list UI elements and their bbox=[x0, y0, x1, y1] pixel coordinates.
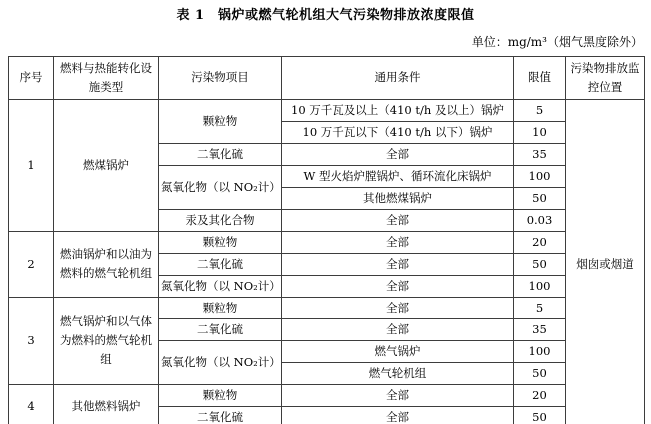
header-facility: 燃料与热能转化设施类型 bbox=[54, 56, 159, 99]
limit-value: 10 bbox=[514, 121, 566, 143]
condition-cell: 燃气锅炉 bbox=[282, 341, 514, 363]
facility-type: 燃煤锅炉 bbox=[54, 99, 159, 231]
limit-value: 100 bbox=[514, 275, 566, 297]
condition-cell: 全部 bbox=[282, 143, 514, 165]
table-row bbox=[9, 231, 645, 253]
limit-value: 50 bbox=[514, 363, 566, 385]
facility-type: 燃油锅炉和以油为燃料的燃气轮机组 bbox=[54, 231, 159, 297]
group-no: 1 bbox=[9, 99, 54, 231]
limit-value: 100 bbox=[514, 165, 566, 187]
limit-value: 50 bbox=[514, 187, 566, 209]
limit-value: 20 bbox=[514, 385, 566, 407]
condition-cell: 全部 bbox=[282, 231, 514, 253]
group-no: 2 bbox=[9, 231, 54, 297]
unit-note: 单位：mg/m³（烟气黑度除外） bbox=[471, 34, 643, 49]
limit-value: 20 bbox=[514, 231, 566, 253]
limit-value: 5 bbox=[514, 297, 566, 319]
facility-type: 其他燃料锅炉 bbox=[54, 385, 159, 424]
condition-cell: 全部 bbox=[282, 297, 514, 319]
condition-cell: 10 万千瓦及以上（410 t/h 及以上）锅炉 bbox=[282, 99, 514, 121]
header-condition: 通用条件 bbox=[282, 56, 514, 99]
condition-cell: 全部 bbox=[282, 209, 514, 231]
limit-value: 5 bbox=[514, 99, 566, 121]
pollutant-name: 颗粒物 bbox=[159, 99, 282, 143]
limit-value: 100 bbox=[514, 341, 566, 363]
pollutant-name: 汞及其化合物 bbox=[159, 209, 282, 231]
group-no: 3 bbox=[9, 297, 54, 385]
header-row bbox=[9, 56, 645, 99]
limit-value: 35 bbox=[514, 143, 566, 165]
monitor-location: 烟囱或烟道 bbox=[566, 99, 645, 424]
condition-cell: 全部 bbox=[282, 275, 514, 297]
emission-limits-table bbox=[8, 56, 645, 424]
table-title: 表 1 锅炉或燃气轮机组大气污染物排放浓度限值 bbox=[176, 8, 475, 23]
condition-cell: 其他燃煤锅炉 bbox=[282, 187, 514, 209]
limit-value: 50 bbox=[514, 253, 566, 275]
condition-cell: 全部 bbox=[282, 385, 514, 407]
condition-cell: 全部 bbox=[282, 407, 514, 424]
limit-value: 50 bbox=[514, 407, 566, 424]
limit-value: 35 bbox=[514, 319, 566, 341]
pollutant-name: 氮氧化物（以 NO₂计） bbox=[159, 165, 282, 209]
facility-type: 燃气锅炉和以气体为燃料的燃气轮机组 bbox=[54, 297, 159, 385]
limit-value: 0.03 bbox=[514, 209, 566, 231]
pollutant-name: 氮氧化物（以 NO₂计） bbox=[159, 341, 282, 385]
pollutant-name: 颗粒物 bbox=[159, 297, 282, 319]
condition-cell: W 型火焰炉膛锅炉、循环流化床锅炉 bbox=[282, 165, 514, 187]
header-monitor: 污染物排放监控位置 bbox=[566, 56, 645, 99]
header-pollutant: 污染物项目 bbox=[159, 56, 282, 99]
table-row bbox=[9, 385, 645, 407]
pollutant-name: 二氧化硫 bbox=[159, 143, 282, 165]
pollutant-name: 氮氧化物（以 NO₂计） bbox=[159, 275, 282, 297]
condition-cell: 全部 bbox=[282, 319, 514, 341]
pollutant-name: 二氧化硫 bbox=[159, 407, 282, 424]
header-limit: 限值 bbox=[514, 56, 566, 99]
pollutant-name: 颗粒物 bbox=[159, 231, 282, 253]
condition-cell: 全部 bbox=[282, 253, 514, 275]
pollutant-name: 二氧化硫 bbox=[159, 319, 282, 341]
table-row bbox=[9, 99, 645, 121]
group-no: 4 bbox=[9, 385, 54, 424]
header-no: 序号 bbox=[9, 56, 54, 99]
table-row bbox=[9, 297, 645, 319]
pollutant-name: 颗粒物 bbox=[159, 385, 282, 407]
condition-cell: 10 万千瓦以下（410 t/h 以下）锅炉 bbox=[282, 121, 514, 143]
pollutant-name: 二氧化硫 bbox=[159, 253, 282, 275]
condition-cell: 燃气轮机组 bbox=[282, 363, 514, 385]
